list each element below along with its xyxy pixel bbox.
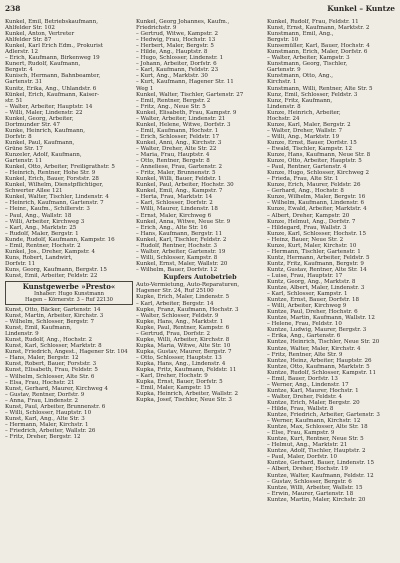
directory-entry: Kuntze, Ernst, Bauer, Dorfstr. 18: [267, 297, 360, 304]
directory-entry: Kuntze, Martin, Kaufmann, Wallstr. 12: [267, 315, 375, 322]
directory-entry: Kunstmann, Willi, Rentner, Alte Str. 5: [267, 85, 373, 92]
directory-entry: – Willi, Ang., Marktstr. 19: [267, 133, 340, 140]
directory-entry: Kunitz, Erika, Ang., Uhlandstr. 6: [5, 85, 97, 92]
directory-entry: Kunkel, Anton, Vertreter: [5, 31, 75, 38]
directory-entry: Kunst, Otto, Bäcker, Gartenstr. 14: [5, 307, 101, 314]
columns: [5, 19, 395, 503]
directory-entry: Kunke, Heinrich, Kaufmann,: [5, 127, 85, 134]
directory-entry: Kunkel, Walter, Tischler, Lindenstr. 4: [5, 194, 109, 201]
directory-entry: Kunkel, Helene, Witwe, Dorfstr. 3: [136, 121, 231, 128]
directory-entry: Kunst, Rudolf, Ang., Hochstr. 2: [5, 337, 93, 344]
directory-entry: Ahlfelder Str. 87: [5, 37, 52, 44]
directory-entry: – Hermann, Tischler, Gartenstr. 1: [267, 248, 361, 255]
directory-entry: – Willi, Maurer, Lindenstr. 18: [136, 206, 218, 213]
directory-entry: Kunst, Elisabeth, Frau, Feldstr. 5: [5, 367, 98, 374]
directory-entry: – Maria, Frau, Hauptstr. 4: [136, 152, 210, 159]
directory-entry: Kupke, Willi, Arbeiter, Kirchstr. 8: [136, 336, 230, 343]
section-heading: Kupfers Autobetrieb: [163, 273, 237, 281]
directory-entry: – Fritz, Ang., Neue Str. 5: [136, 103, 206, 110]
directory-entry: – Paul, Ang., Wallstr. 18: [5, 212, 72, 219]
directory-entry: – Heinrich, Kaufmann, Gartenstr. 7: [5, 200, 104, 207]
directory-entry: Kuntze, Karl, Maurer, Hochstr. 1: [267, 387, 359, 394]
column-1: [5, 19, 133, 503]
directory-entry: Kunkel, Anni, Ang., Kirchstr. 3: [136, 139, 222, 146]
directory-entry: Kuntze, Max, Schlosser, Alte Str. 18: [267, 424, 368, 431]
directory-entry: Kunisch, Hermann, Bahnbeamter,: [5, 73, 101, 80]
directory-entry: Kunkel, Karl Erich Edm., Prokurist: [5, 43, 103, 50]
column-1-entries-bottom: [5, 307, 133, 440]
directory-entry: – Paul, Rentner, Gartenstr. 4: [267, 164, 347, 171]
directory-entry: Kunstmann, Emil, Ang.,: [267, 31, 334, 38]
directory-entry: – Wilhelm, Kaufmann, Lindenstr. 6: [267, 200, 365, 207]
directory-entry: – Emil, Rentner, Bergstr. 2: [136, 97, 211, 104]
directory-entry: Kuns, Robert, Landwirt,: [5, 254, 73, 261]
column-2-entries-top: [136, 19, 264, 273]
directory-entry: – Paul, Maler, Dorfstr. 10: [267, 454, 338, 461]
directory-entry: str. 51: [5, 97, 23, 104]
directory-entry: – Gustav, Rentner, Dorfstr. 9: [5, 391, 85, 398]
directory-entry: – Hildegard, Frau, Wallstr. 3: [267, 224, 347, 231]
directory-entry: Kuntze, Heinz, Arbeiter, Hauptstr. 26: [267, 357, 372, 364]
directory-entry: – Karl, Ang., Marktstr. 25: [5, 224, 77, 231]
directory-entry: – Anneliese, Frau, Gartenstr. 2: [136, 164, 223, 171]
directory-entry: Kupka, Hans, Ang., Lindenstr. 4: [136, 360, 226, 367]
column-3: [267, 19, 395, 503]
directory-entry: Kunz, Emil, Schlosser, Feldstr. 3: [267, 91, 358, 98]
directory-entry: Dorfstr. 8: [5, 133, 32, 140]
directory-entry: – Fritz, Dreher, Bergstr. 12: [5, 434, 81, 440]
directory-entry: Kunkel, Paul, Kaufmann,: [5, 139, 75, 146]
directory-entry: Kunze, Hans, Kaufmann, Neue Str. 8: [267, 152, 371, 159]
directory-entry: – Gustav, Schlosser, Bergstr. 6: [267, 478, 352, 485]
directory-entry: Kunkel, Karl, Tischler, Feldstr. 2: [136, 236, 227, 243]
directory-entry: Kuntze, Gerhard, Bauer, Lindenstr. 15: [267, 460, 375, 467]
directory-entry: Kunkel, Erich, Bauer, Forststr. 28: [5, 176, 99, 183]
directory-entry: – Willi, Arbeiter, Kirchweg 9: [267, 303, 347, 310]
directory-entry: – Emil, Maler, Kampstr. 15: [136, 385, 211, 392]
page-header: [5, 4, 395, 16]
directory-entry: – Emil, Bauer, Dorfstr. 13: [267, 375, 338, 382]
ad-title: Kunstgewerbe »Presto«: [22, 282, 116, 292]
directory-entry: – Hans, Maler, Bergstr. 12: [5, 355, 79, 362]
directory-entry: Kunstmann, Georg, Tischler,: [267, 61, 348, 68]
directory-entry: Kunsemüller, Karl, Bauer, Hochstr. 4: [267, 43, 370, 50]
directory-entry: – Otto, Schlosser, Hauptstr. 13: [136, 354, 222, 361]
directory-entry: Kunkel, Jos., Dreher, Kampstr. 4: [5, 248, 96, 255]
directory-entry: – Heinrich, Rentner, Hohe Str. 9: [5, 170, 96, 177]
directory-entry: Kupka, Ernst, Bauer, Dorfstr. 5: [136, 379, 223, 386]
directory-entry: – Herbert, Maler, Bergstr. 5: [136, 43, 214, 50]
directory-entry: Hochstr. 24: [267, 115, 300, 122]
directory-entry: Kunst, Emil, Arbeiter, Feldstr. 22: [5, 272, 98, 279]
directory-entry: Kupka, Gustav, Maurer, Bergstr. 7: [136, 348, 232, 355]
directory-entry: Kupka, Maria, Witwe, Alte Str. 10: [136, 342, 231, 349]
directory-entry: Kunkel, Emil, Betriebskaufmann,: [5, 19, 98, 25]
column-1-entries-top: [5, 19, 133, 279]
column-3-entries: [267, 19, 395, 503]
directory-entry: – Helene, Frau, Feldstr. 10: [267, 321, 342, 328]
directory-entry: Kuntze, Walter, Kaufmann, Feldstr. 12: [267, 472, 374, 479]
directory-entry: Kunst, Robert, Bauer, Forststr. 3: [5, 361, 97, 368]
page-number: 238: [5, 4, 21, 13]
directory-entry: – Fritz, Rentner, Alte Str. 9: [267, 351, 343, 358]
directory-entry: – Fritz, Maler, Brunnenstr. 5: [136, 170, 216, 177]
directory-entry: – Walter, Dreher, Feldstr. 4: [267, 393, 343, 400]
directory-entry: Schwerter Allee 121: [5, 188, 63, 195]
directory-entry: Kuntze, Ludwig, Maurer, Bergstr. 3: [267, 327, 367, 334]
column-2: [136, 19, 264, 503]
directory-entry: Kuntze, Erich, Maler, Bergstr. 20: [267, 399, 360, 406]
directory-entry: Kunkel, Emil, Ang., Kampstr. 7: [136, 188, 223, 195]
directory-entry: Friedrichstr. 9: [136, 25, 177, 32]
directory-entry: – Albert, Dreher, Hochstr. 19: [267, 466, 348, 473]
directory-entry: – Karl, Schlosser, Kampstr. 1: [267, 291, 348, 298]
directory-entry: Auto-Vermietung, Auto-Reparaturen,: [136, 282, 240, 289]
directory-entry: Kupka, Fritz, Kaufmann, Feldstr. 11: [136, 367, 237, 374]
directory-entry: – Otto, Rentner, Bergstr. 8: [136, 158, 210, 165]
directory-entry: – Walter, Dreher, Alte Str. 22: [136, 145, 217, 152]
directory-entry: Kuntze, Heinrich, Tischler, Neue Str. 20: [267, 339, 380, 346]
directory-entry: Kuntze, Kurt, Rentner, Neue Str. 5: [267, 436, 364, 443]
directory-entry: Dortmunder Str. 47: [5, 121, 60, 128]
directory-entry: Kunkel, Willi, Bauer, Feldstr. 1: [136, 176, 222, 183]
directory-entry: Kuntz, Gustav, Rentner, Alte Str. 14: [267, 266, 367, 273]
directory-entry: – Johann, Arbeiter, Dorfstr. 6: [136, 61, 217, 68]
directory-entry: – Karl, Dreher, Hochstr. 9: [136, 373, 208, 380]
directory-entry: Gartenstr. 31: [5, 79, 43, 86]
directory-entry: – Walter, Arbeiter, Kampstr. 3: [267, 55, 350, 62]
directory-entry: – Herta, Frau, Marktstr. 14: [136, 194, 213, 201]
directory-entry: Kuntz, Georg, Ang., Marktstr. 8: [267, 279, 356, 286]
directory-entry: – Willi, Maler, Lindenstr. 22: [5, 109, 83, 116]
directory-entry: Kuntze, Willi, Arbeiter, Wallstr. 15: [267, 484, 363, 491]
directory-entry: – Emil, Rentner, Hochstr. 2: [5, 242, 81, 249]
directory-entry: – Ewald, Tischler, Kampstr. 12: [267, 145, 353, 152]
directory-entry: Kunze, Karl, Schlosser, Hochstr. 15: [267, 230, 366, 237]
directory-entry: – Rudolf, Rentner, Hochstr. 3: [136, 242, 218, 249]
directory-entry: – Heinz, Bauer, Neue Str. 2: [267, 236, 344, 243]
directory-entry: Kupke, Hans, Ang., Marktstr. 1: [136, 318, 224, 325]
directory-entry: Kunze, Helmut, Ang., Dorfstr. 7: [267, 218, 356, 225]
directory-entry: Kunst, Gerhard, Maurer, Kirchweg 4: [5, 385, 108, 392]
directory-entry: – Gertrud, Frau, Dorfstr. 2: [136, 330, 211, 337]
directory-entry: Kirchstr. 1: [267, 79, 297, 86]
directory-entry: – Erika, Ang., Gartenstr. 6: [267, 333, 341, 340]
directory-entry: Kuntz, Fritz, Kaufmann, Bergstr. 9: [267, 260, 364, 267]
directory-entry: Lindenstr. 9: [5, 331, 39, 338]
directory-entry: Kunst, Emil, Kaufmann,: [5, 325, 72, 332]
directory-entry: – Helmut, Ang., Marktstr. 21: [267, 442, 348, 449]
directory-entry: – Wilhelm, Schlosser, Bergstr. 7: [5, 319, 94, 326]
directory-entry: Kunze, Hugo, Schlosser, Kirchweg 2: [267, 170, 369, 177]
directory-entry: – Hans, Kaufmann, Bergstr. 11: [136, 230, 223, 237]
directory-entry: Kunstmann, Erich, Maler, Dorfstr. 6: [267, 49, 368, 56]
directory-entry: Kunkel, Ernst, Maler, Wallstr. 20: [136, 260, 228, 267]
directory-entry: Kunze, Erich, Maurer, Feldstr. 26: [267, 182, 361, 189]
directory-entry: Kunkel, Georg Johannes, Kaufm.,: [136, 19, 230, 25]
directory-entry: Kunst, Paul, Arbeiter, Brunnenstr. 6: [5, 403, 106, 410]
directory-entry: Kunkel, Wilhelm, Dienstpflichtiger,: [5, 182, 104, 189]
directory-entry: – Erich, Schlosser, Feldstr. 17: [136, 133, 220, 140]
directory-entry: – Ernst, Maler, Kirchweg 6: [136, 212, 212, 219]
directory-entry: – Hermann, Maler, Kirchstr. 1: [5, 421, 89, 428]
directory-entry: Bergstr. 10: [267, 37, 299, 44]
page-running-title: Kunkel – Kuntze: [327, 4, 395, 13]
directory-entry: Kunst, Friedrich, Angest., Hagener Str. 104: [5, 349, 128, 356]
directory-entry: Ahlfelder Str. 102: [5, 25, 55, 32]
directory-entry: Kuntze, Otto, Kaufmann, Marktstr. 5: [267, 363, 370, 370]
directory-entry: Kunst, Karl, Schlosser, Marktstr. 8: [5, 343, 102, 350]
directory-entry: – Frieda, Frau, Alte Str. 1: [267, 176, 339, 183]
directory-entry: Kuntze, Adolf, Tischler, Hauptstr. 2: [267, 448, 366, 455]
directory-entry: Kunde, Rudolf, Kaufmann, Kampstr. 16: [5, 236, 115, 243]
directory-entry: Hagener Str. 24, Ruf 25100: [136, 288, 214, 295]
directory-entry: Kuntze, Albert, Maler, Lindenstr. 3: [267, 285, 365, 292]
directory-entry: – Heinr., Kaufm., Schillerstr. 3: [5, 206, 90, 213]
directory-entry: Kunkel, Elisabeth, Frau, Kampstr. 9: [136, 109, 237, 116]
directory-entry: Kunze, Wilhelm, Maler, Bergstr. 16: [267, 194, 366, 201]
directory-entry: Kuntz, Hermann, Arbeiter, Feldstr. 5: [267, 254, 370, 261]
directory-entry: – Erich, Ang., Alte Str. 16: [136, 224, 208, 231]
directory-entry: – Kurt, Kaufmann, Hagener Str. 11: [136, 79, 234, 86]
directory-entry: – Karl, Kaufmann, Feldstr. 23: [136, 67, 219, 74]
directory-entry: – Erich, Kaufmann, Birkenweg 19: [5, 55, 100, 62]
directory-entry: Kunz, Fritz, Kaufmann,: [267, 97, 333, 104]
directory-entry: – Anna, Frau, Lindenstr. 2: [5, 397, 79, 404]
directory-entry: Kunkel, Georg, Arbeiter,: [5, 115, 74, 122]
ad-line-1: Inhaber: Hugo Kunstmann: [34, 291, 104, 298]
directory-entry: – Hedwig, Frau, Hochstr. 13: [136, 37, 216, 44]
directory-entry: Kuntze, Walter, Maler, Kirchstr. 4: [267, 345, 361, 352]
directory-entry: Kupka, Josef, Tischler, Neue Str. 3: [136, 397, 232, 404]
directory-entry: Kuns, Georg, Kaufmann, Bergstr. 15: [5, 266, 107, 273]
directory-entry: Kuntze, Friedrich, Arbeiter, Gartenstr. 3: [267, 412, 380, 419]
directory-entry: – Gertrud, Witwe, Kampstr. 2: [136, 31, 219, 38]
directory-entry: Kunkel, Anna, Witwe, Neue Str. 9: [136, 218, 231, 225]
directory-entry: – Wilhelm, Schlosser, Alte Str. 6: [5, 373, 95, 380]
directory-entry: – Kurt, Ang., Marktstr. 30: [136, 73, 208, 80]
advertisement-box: [5, 281, 133, 305]
directory-entry: Kunkel, Otto, Arbeiter, Freiligrathstr. 5: [5, 164, 115, 171]
directory-entry: Kupke, Franz, Kaufmann, Hochstr. 3: [136, 306, 239, 313]
directory-entry: Bergstr. 4: [5, 67, 33, 74]
directory-entry: Kunzeler, Adolf, Kaufmann,: [5, 152, 82, 159]
directory-entry: – Luise, Frau, Hauptstr. 17: [267, 272, 343, 279]
directory-entry: Kunze, Heinrich, Arbeiter,: [267, 109, 341, 116]
directory-entry: Kunst, Ernst, Kaufmann, Marktstr. 2: [267, 25, 370, 32]
directory-entry: – Wilhelm, Bauer, Dorfstr. 12: [136, 266, 218, 273]
directory-entry: Grüne Str. 17: [5, 145, 43, 152]
directory-entry: Kunkel, Rudolf, Frau, Feldstr. 11: [267, 19, 359, 25]
directory-entry: Kuntze, Paul, Dreher, Hochstr. 6: [267, 309, 358, 316]
directory-entry: – Karl, Arbeiter, Bergstr. 14: [136, 300, 214, 307]
directory-entry: – Gerhard, Ang., Hochstr. 8: [267, 188, 344, 195]
directory-entry: Weg 1: [136, 85, 154, 92]
directory-entry: Kunze, Otto, Arbeiter, Hauptstr. 5: [267, 158, 362, 165]
directory-entry: – Werner, Kaufmann, Kirchstr. 12: [267, 418, 361, 425]
directory-entry: – Willi, Schlosser, Kampstr. 8: [136, 254, 218, 261]
ad-line-2: Hagen – Körnerstr. 3 – Ruf 22130: [25, 297, 113, 304]
directory-entry: Kunstmann, Otto, Ang.,: [267, 73, 334, 80]
directory-entry: Dorfstr. 11: [5, 260, 36, 267]
directory-entry: – Walter, Arbeiter, Hauptstr. 14: [5, 103, 93, 110]
directory-entry: – Werner, Ang., Lindenstr. 17: [267, 381, 349, 388]
directory-entry: – Erwin, Maurer, Gartenstr. 18: [267, 490, 354, 497]
directory-entry: – Hilde, Ang., Hauptstr. 8: [136, 49, 208, 56]
directory-entry: – Walter, Arbeiter, Gartenstr. 19: [136, 248, 226, 255]
directory-entry: – Emil, Kaufmann, Hochstr. 1: [136, 127, 219, 134]
directory-entry: Kunze, Karl, Maler, Bergstr. 2: [267, 121, 351, 128]
directory-entry: Kuntze, Martin, Maler, Kirchstr. 20: [267, 496, 366, 503]
directory-entry: Kunst, Martin, Arbeiter, Kirchstr. 3: [5, 313, 104, 320]
directory-entry: Kunkel, Paul, Arbeiter, Hochstr. 30: [136, 182, 234, 189]
directory-entry: Kupka, Heinrich, Arbeiter, Wallstr. 2: [136, 391, 239, 398]
directory-entry: – Karl, Schlosser, Dorfstr. 2: [136, 200, 213, 207]
directory-entry: Lindenstr. 8: [267, 103, 301, 110]
directory-entry: – Else, Frau, Kampstr. 9: [267, 430, 335, 437]
directory-entry: Kunkel, Walter, Tischler, Gartenstr. 27: [136, 91, 244, 98]
directory-entry: – Albert, Dreher, Kampstr. 20: [267, 212, 350, 219]
directory-entry: Kupke, Paul, Rentner, Kampstr. 6: [136, 324, 230, 331]
directory-entry: – Elsa, Frau, Hochstr. 21: [5, 379, 75, 386]
directory-entry: Kunze, Ewald, Arbeiter, Marktstr. 4: [267, 206, 367, 213]
directory-entry: – Rudolf, Maler, Bergstr. 1: [5, 230, 79, 237]
directory-entry: Künkel, Erich, Kaufmann, Kaiser-: [5, 91, 99, 98]
directory-entry: – Walter, Dreher, Wallstr. 7: [267, 127, 342, 134]
directory-entry: – Walter, Arbeiter, Lindenstr. 21: [136, 115, 226, 122]
directory-entry: – Hugo, Schlosser, Lindenstr. 1: [136, 55, 224, 62]
directory-entry: Kuntze, Rudolf, Schlosser, Kampstr. 11: [267, 369, 377, 376]
directory-entry: Kunze, Kurt, Maler, Kirchstr. 10: [267, 242, 357, 249]
directory-entry: Adlerstr. 12: [5, 49, 38, 56]
directory-entry: Kupke, Erich, Maler, Lindenstr. 5: [136, 294, 230, 301]
directory-entry: – Willi, Arbeiter, Kirchweg 3: [5, 218, 85, 225]
directory-entry: – Friedrich, Arbeiter, Wallstr. 26: [5, 427, 96, 434]
directory-entry: Kunert, Rudolf, Kaufmann,: [5, 61, 81, 68]
directory-entry: Kunze, Ernst, Bauer, Dorfstr. 15: [267, 139, 357, 146]
directory-entry: Gartenstr. 9: [267, 67, 301, 74]
directory-entry: Gartenstr. 11: [5, 158, 43, 165]
directory-entry: Kunst, Karl, Ang., Alte Str. 3: [5, 415, 85, 422]
directory-entry: – Willi, Schlosser, Hauptstr. 10: [5, 409, 92, 416]
column-2-entries-bottom: [136, 282, 264, 403]
directory-entry: – Walter, Schlosser, Feldstr. 9: [136, 312, 219, 319]
directory-entry: – Hilde, Frau, Wallstr. 8: [267, 406, 334, 412]
